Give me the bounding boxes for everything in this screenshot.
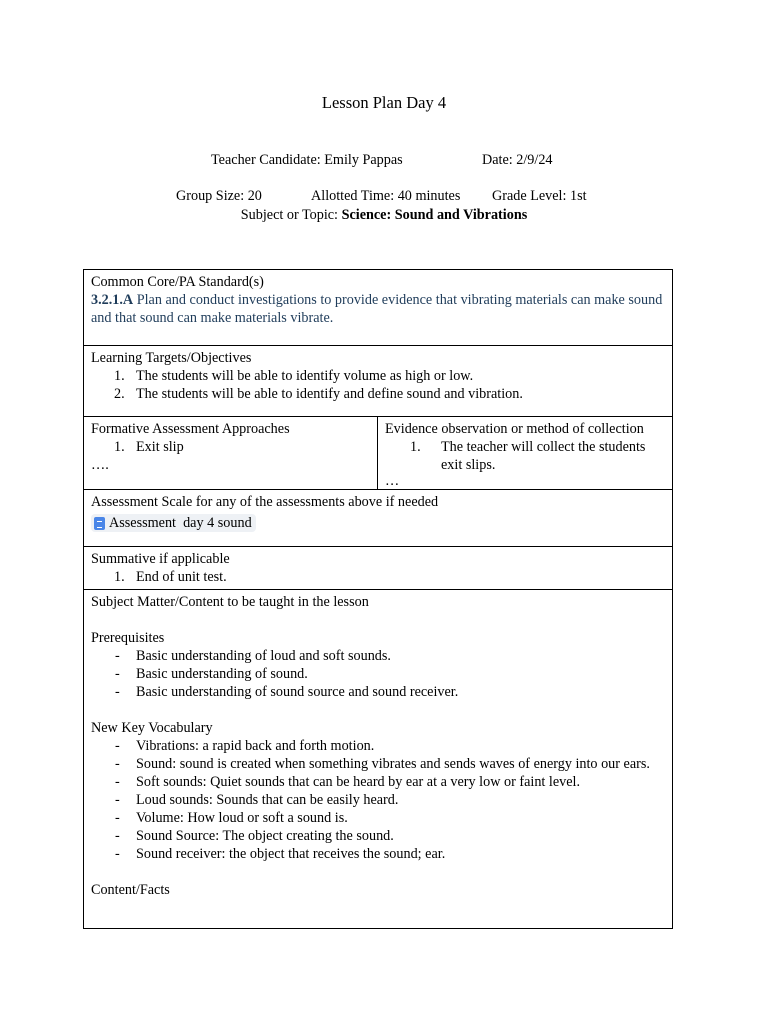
list-item: End of unit test. [136, 569, 227, 585]
vocab-heading: New Key Vocabulary [91, 720, 213, 736]
standards-heading: Common Core/PA Standard(s) [91, 274, 264, 290]
list-item: - Vibrations: a rapid back and forth motion. [91, 737, 665, 755]
objectives-cell [84, 346, 673, 417]
assessment-scale-cell [84, 490, 673, 547]
summative-list [91, 568, 665, 586]
document-icon [94, 517, 105, 530]
prereq-heading: Prerequisites [91, 630, 165, 646]
chip-label: Assessment day 4 sound [109, 515, 252, 531]
content-cell [84, 590, 673, 929]
objectives-heading: Learning Targets/Objectives [91, 350, 252, 366]
list-item: - Loud sounds: Sounds that can be easily heard. [91, 791, 665, 809]
page-title: Lesson Plan Day 4 [321, 93, 447, 112]
list-item: - Sound receiver: the object that receives the sound; ear. [91, 845, 665, 863]
list-item: Exit slip [136, 439, 184, 455]
grade-level: Grade Level: 1st [492, 188, 587, 204]
standards-cell [84, 270, 673, 346]
assessment-scale-heading: Assessment Scale for any of the assessments above if needed [91, 494, 439, 510]
list-item: - Basic understanding of sound source and sound receiver. [91, 683, 665, 701]
evidence-trailing: … [385, 474, 400, 486]
subject-topic [0, 207, 768, 224]
evidence-heading: Evidence observation or method of collection [385, 421, 644, 437]
vocab-list [91, 737, 665, 863]
list-item: The students will be able to identify volume as high or low. [136, 368, 474, 384]
list-item: - Sound: sound is created when something vibrates and sends waves of energy into our ears. [91, 755, 665, 773]
summative-cell [84, 547, 673, 590]
subject-value: Science: Sound and Vibrations [341, 207, 528, 223]
evidence-cell [378, 417, 673, 490]
evidence-list [385, 438, 665, 474]
formative-heading: Formative Assessment Approaches [91, 421, 290, 437]
list-item: - Soft sounds: Quiet sounds that can be heard by ear at a very low or faint level. [91, 773, 665, 791]
list-item: - Sound Source: The object creating the sound. [91, 827, 665, 845]
facts-heading: Content/Facts [91, 882, 170, 898]
subject-prefix: Subject or Topic: [240, 207, 342, 223]
lesson-plan-table [83, 269, 673, 929]
teacher-candidate: Teacher Candidate: Emily Pappas [211, 152, 403, 168]
content-heading: Subject Matter/Content to be taught in the lesson [91, 594, 369, 610]
list-item: - Volume: How loud or soft a sound is. [91, 809, 665, 827]
formative-trailing: …. [91, 457, 109, 473]
summative-heading: Summative if applicable [91, 551, 230, 567]
standard-code: 3.2.1.A [91, 292, 134, 308]
list-item: The teacher will collect the students exit slips. [441, 439, 646, 473]
allotted-time: Allotted Time: 40 minutes [311, 188, 461, 204]
lesson-date: Date: 2/9/24 [482, 152, 553, 168]
objectives-list [91, 367, 665, 403]
list-item: The students will be able to identify and define sound and vibration. [136, 386, 523, 402]
assessment-doc-chip[interactable] [91, 514, 256, 532]
formative-cell [84, 417, 378, 490]
formative-list [91, 438, 370, 456]
prereq-list [91, 647, 665, 701]
standards-text [91, 291, 665, 327]
group-size: Group Size: 20 [176, 188, 262, 204]
list-item: - Basic understanding of loud and soft sounds. [91, 647, 665, 665]
standard-description: Plan and conduct investigations to provide evidence that vibrating materials can make sound and that sound can make materials vibrate. [91, 292, 663, 326]
list-item: - Basic understanding of sound. [91, 665, 665, 683]
